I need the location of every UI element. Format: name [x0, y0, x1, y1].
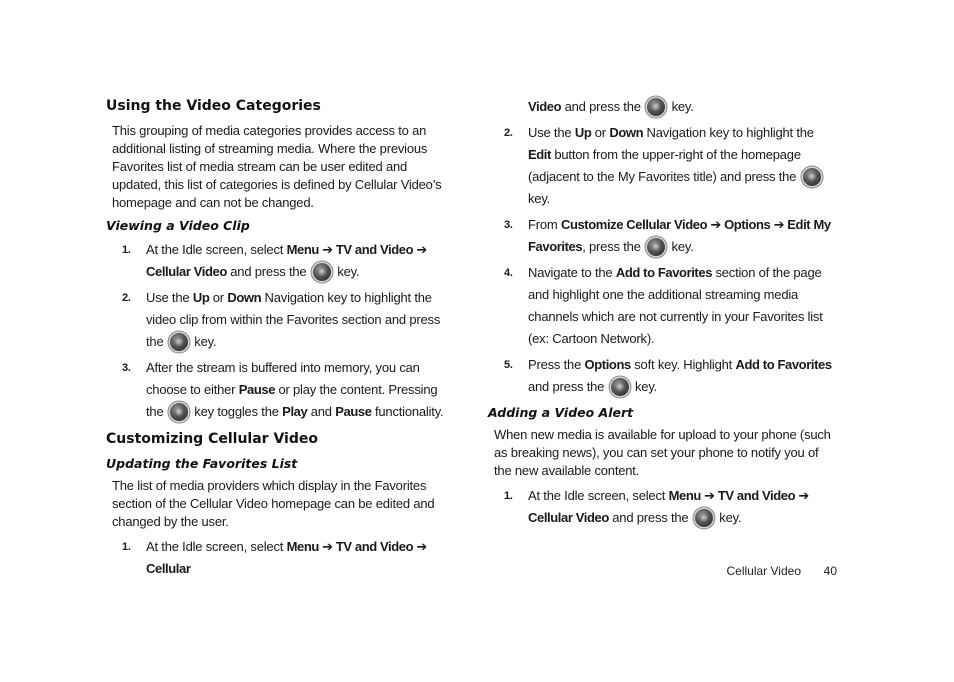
step-text: and press the	[561, 99, 645, 114]
page-number: 40	[823, 564, 837, 578]
step-text: button from the upper-right of the homepage (adjacent to the My Favorites title) and press the	[528, 147, 801, 184]
center-select-key-icon	[695, 509, 713, 527]
step-number: 4.	[504, 267, 513, 279]
step-bold-text: Options	[584, 357, 631, 372]
step-bold-text: Play	[282, 404, 308, 419]
step-text: and	[307, 404, 336, 419]
step-text: After the stream is buffered into memory, you can choose to either	[146, 360, 420, 397]
left-column	[106, 96, 458, 586]
step-item	[488, 354, 838, 398]
step-text: functionality.	[371, 404, 444, 419]
step-text: key.	[528, 191, 551, 206]
step-bold-text: Video	[528, 99, 562, 114]
step-text: At the Idle screen, select	[146, 539, 287, 554]
subheading-viewing-video-clip: Viewing a Video Clip	[106, 218, 250, 233]
step-number: 1.	[122, 541, 131, 553]
step-text: section of the page and highlight one the additional streaming media channels which are not currently in your Favorites list (ex: Cartoon Network).	[528, 265, 823, 346]
step-text: and press the	[608, 510, 692, 525]
step-number: 5.	[504, 359, 513, 371]
step-text: and press the	[226, 264, 310, 279]
step-item	[106, 357, 458, 423]
step-item	[106, 239, 458, 283]
step-text: key.	[190, 334, 217, 349]
right-column	[488, 96, 838, 535]
intro-paragraph: This grouping of media categories provides access to an additional listing of streaming media. Where the previous Favorites list of media stream can be user edited and updated, this list of categories is defined by Cellular Video’s homepage and can not be changed.	[112, 123, 442, 210]
alert-intro-paragraph: When new media is available for upload to your phone (such as breaking news), you can set your phone to notify you of the new available content.	[494, 427, 831, 478]
step-text: soft key. Highlight	[630, 357, 736, 372]
step-bold-text: Menu ➔ TV and Video ➔ Cellular Video	[528, 488, 809, 525]
viewing-steps	[106, 239, 458, 423]
step-number: 1.	[122, 244, 131, 256]
step-number: 2.	[504, 127, 513, 139]
step-text: From	[528, 217, 561, 232]
step-number: 1.	[504, 490, 513, 502]
step-text: key.	[668, 99, 694, 114]
step-text: or	[591, 125, 610, 140]
step-text: Press the	[528, 357, 585, 372]
step-bold-text: Up	[192, 290, 210, 305]
step-text: , press the	[582, 239, 645, 254]
center-select-key-icon	[170, 333, 188, 351]
step-bold-text: Menu ➔ TV and Video ➔ Cellular	[146, 539, 427, 576]
step-text: or	[209, 290, 228, 305]
step-item-continued	[488, 96, 838, 118]
center-select-key-icon	[611, 378, 629, 396]
step-text: Navigation key to highlight the video clip from within the Favorites section and press the	[146, 290, 441, 349]
step-bold-text: Down	[227, 290, 262, 305]
step-text: At the Idle screen, select	[146, 242, 287, 257]
step-text: key toggles the	[190, 404, 283, 419]
center-select-key-icon	[313, 263, 331, 281]
center-select-key-icon	[803, 168, 821, 186]
step-bold-text: Up	[574, 125, 592, 140]
favorites-steps-continued	[488, 96, 838, 398]
step-bold-text: Add to Favorites	[615, 265, 713, 280]
section-heading-customizing-cellular-video: Customizing Cellular Video	[106, 431, 318, 447]
step-bold-text: Customize Cellular Video ➔ Options ➔ Edit My Favorites	[528, 217, 831, 254]
step-item	[106, 287, 458, 353]
step-text: Navigation key to highlight the	[643, 125, 814, 140]
step-number: 3.	[122, 362, 131, 374]
subheading-adding-video-alert: Adding a Video Alert	[488, 405, 634, 420]
alert-steps	[488, 485, 838, 529]
step-bold-text: Menu ➔ TV and Video ➔ Cellular Video	[146, 242, 427, 279]
footer-section-title: Cellular Video	[726, 564, 801, 578]
step-bold-text: Edit	[528, 147, 551, 162]
step-text: Use the	[528, 125, 575, 140]
step-bold-text: Pause	[238, 382, 276, 397]
step-text: and press the	[528, 379, 608, 394]
step-bold-text: Pause	[335, 404, 372, 419]
center-select-key-icon	[647, 98, 665, 116]
step-text: Navigate to the	[528, 265, 616, 280]
step-item	[488, 122, 838, 210]
step-number: 3.	[504, 219, 513, 231]
step-bold-text: Down	[609, 125, 644, 140]
step-item	[488, 485, 838, 529]
step-number: 2.	[122, 292, 131, 304]
step-text: key.	[668, 239, 694, 254]
favorites-intro-paragraph: The list of media providers which display in the Favorites section of the Cellular Video homepage can be edited and changed by the user.	[112, 478, 435, 529]
step-text: At the Idle screen, select	[528, 488, 669, 503]
step-text: key.	[333, 264, 360, 279]
center-select-key-icon	[170, 403, 188, 421]
step-text: Use the	[146, 290, 193, 305]
step-item	[488, 262, 838, 350]
center-select-key-icon	[647, 238, 665, 256]
step-text: or play the content. Pressing the	[146, 382, 438, 419]
step-text: key.	[631, 379, 658, 394]
favorites-steps	[106, 536, 458, 580]
step-item	[488, 214, 838, 258]
step-item	[106, 536, 458, 580]
section-heading-using-video-categories: Using the Video Categories	[106, 98, 321, 114]
step-bold-text: Add to Favorites	[735, 357, 832, 372]
step-text: key.	[715, 510, 742, 525]
subheading-updating-favorites: Updating the Favorites List	[106, 456, 298, 471]
